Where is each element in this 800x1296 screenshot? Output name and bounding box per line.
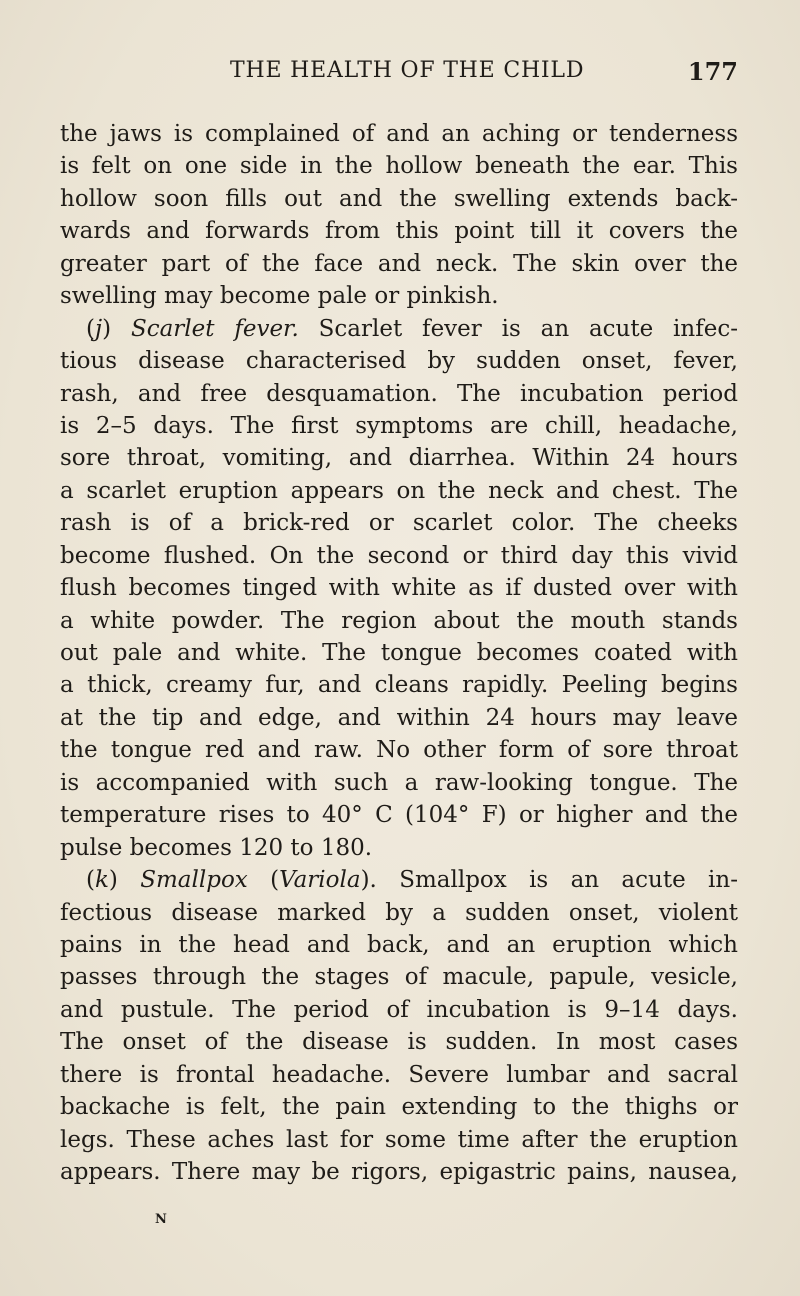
- text-line: [60, 572, 738, 604]
- text-run: fectious disease marked by a sudden onset, violent: [60, 899, 738, 926]
- text-run: backache is felt, the pain extending to the thighs or: [60, 1094, 738, 1121]
- running-header: [60, 58, 738, 98]
- text-run: greater part of the face and neck. The skin over the: [60, 250, 738, 277]
- text-line: [60, 605, 738, 637]
- text-line: [60, 1026, 738, 1058]
- italic-text: Variola: [279, 867, 361, 894]
- signature-mark: N: [155, 1212, 168, 1227]
- text-run: at the tip and edge, and within 24 hours may leave: [60, 704, 738, 731]
- italic-text: k: [94, 867, 109, 894]
- text-run: ): [108, 867, 141, 894]
- text-line: [60, 961, 738, 993]
- italic-text: Scarlet fever.: [130, 315, 299, 342]
- text-line: [60, 150, 738, 182]
- text-run: swelling may become pale or pinkish.: [60, 283, 499, 310]
- text-run: become flushed. On the second or third day this vivid: [60, 542, 738, 569]
- text-run: Scarlet fever is an acute infec-: [298, 315, 738, 342]
- text-line: [60, 734, 738, 766]
- text-run: (: [247, 867, 280, 894]
- text-line: [60, 475, 738, 507]
- text-line: [60, 313, 738, 345]
- text-run: a white powder. The region about the mouth stands: [60, 607, 738, 634]
- text-run: (: [86, 867, 95, 894]
- text-run: the jaws is complained of and an aching or tenderness: [60, 121, 738, 147]
- text-line: [60, 1059, 738, 1091]
- text-run: is accompanied with such a raw-looking tongue. The: [60, 769, 738, 796]
- text-line: [60, 442, 738, 474]
- text-run: out pale and white. The tongue becomes coated with: [60, 640, 738, 666]
- text-line: [60, 864, 738, 896]
- text-run: ): [102, 315, 131, 342]
- text-run: there is frontal headache. Severe lumbar and sacral: [60, 1061, 738, 1088]
- text-line: [60, 897, 738, 929]
- text-run: tious disease characterised by sudden onset, fever,: [60, 348, 738, 375]
- text-line: [60, 767, 738, 799]
- text-run: ). Smallpox is an acute in-: [360, 867, 738, 894]
- text-line: [60, 410, 738, 442]
- text-run: a thick, creamy fur, and cleans rapidly. Peeling begins: [60, 672, 738, 699]
- text-run: and pustule. The period of incubation is 9–14 days.: [60, 996, 738, 1023]
- body-text: [60, 118, 738, 1188]
- text-run: hollow soon fills out and the swelling extends back-: [60, 185, 738, 212]
- text-line: [60, 345, 738, 377]
- text-line: [60, 118, 738, 150]
- text-run: is 2–5 days. The first symptoms are chill, headache,: [60, 412, 738, 439]
- text-run: (: [86, 315, 95, 342]
- text-run: passes through the stages of macule, papule, vesicle,: [60, 964, 738, 991]
- text-run: pulse becomes 120 to 180.: [60, 834, 373, 861]
- text-line: [60, 280, 738, 312]
- text-line: [60, 540, 738, 572]
- text-line: [60, 994, 738, 1026]
- italic-text: j: [94, 315, 103, 342]
- text-run: legs. These aches last for some time after the eruption: [60, 1126, 738, 1153]
- text-run: is felt on one side in the hollow beneath the ear. This: [60, 153, 738, 180]
- page-number: 177: [687, 57, 738, 86]
- text-run: pains in the head and back, and an eruption which: [60, 931, 738, 958]
- text-line: [60, 637, 738, 669]
- text-line: [60, 799, 738, 831]
- text-line: [60, 215, 738, 247]
- italic-text: Smallpox: [140, 867, 248, 894]
- text-run: flush becomes tinged with white as if dusted over with: [60, 575, 738, 602]
- text-run: a scarlet eruption appears on the neck and chest. The: [60, 477, 738, 504]
- text-line: [60, 702, 738, 734]
- text-run: The onset of the disease is sudden. In most cases: [60, 1029, 738, 1056]
- text-line: [60, 507, 738, 539]
- text-line: [60, 832, 738, 864]
- text-line: [60, 1091, 738, 1123]
- text-run: rash, and free desquamation. The incubation period: [60, 380, 738, 407]
- text-line: [60, 248, 738, 280]
- text-line: [60, 929, 738, 961]
- text-run: wards and forwards from this point till it covers the: [60, 218, 738, 245]
- text-line: [60, 183, 738, 215]
- text-line: [60, 669, 738, 701]
- text-run: temperature rises to 40° C (104° F) or higher and the: [60, 802, 738, 829]
- text-line: [60, 1156, 738, 1188]
- text-run: appears. There may be rigors, epigastric pains, nausea,: [60, 1159, 738, 1185]
- text-run: sore throat, vomiting, and diarrhea. Within 24 hours: [60, 445, 738, 472]
- text-run: rash is of a brick-red or scarlet color. The cheeks: [60, 510, 738, 537]
- text-line: [60, 1124, 738, 1156]
- running-title: THE HEALTH OF THE CHILD: [230, 58, 585, 83]
- text-line: [60, 378, 738, 410]
- text-run: the tongue red and raw. No other form of sore throat: [60, 737, 738, 764]
